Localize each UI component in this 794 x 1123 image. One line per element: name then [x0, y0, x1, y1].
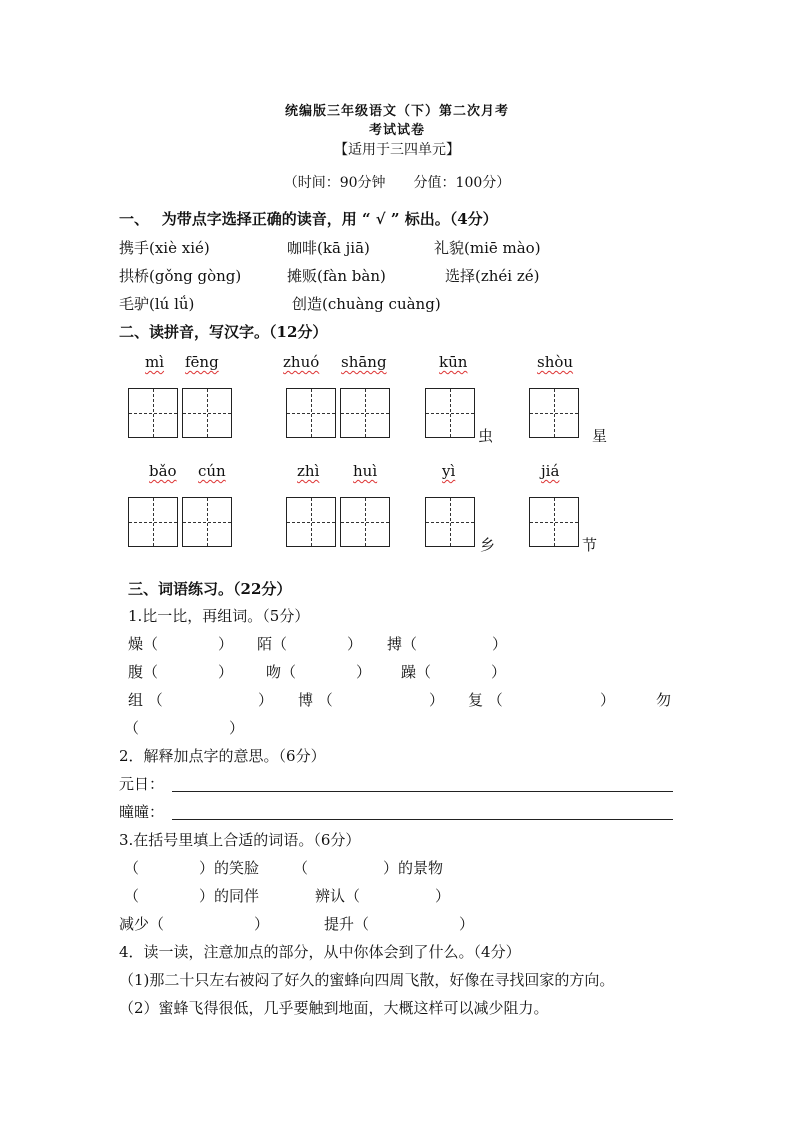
- q3-item: （ ）的同伴: [124, 887, 260, 905]
- pinyin-label: shāng: [341, 353, 387, 371]
- pinyin-label: bǎo: [149, 462, 177, 480]
- writing-grid[interactable]: [182, 388, 232, 438]
- q1-item: 陌（ ）: [257, 635, 363, 653]
- exam-title: 统编版三年级语文（下）第二次月考: [284, 104, 509, 119]
- pinyin-label: jiá: [541, 462, 560, 480]
- q1-item: （ ）: [124, 719, 245, 737]
- exam-scope: 【适用于三四单元】: [334, 142, 460, 158]
- pinyin-label: zhì: [297, 462, 320, 480]
- q1-item: 勿: [656, 691, 672, 709]
- answer-line[interactable]: [172, 791, 673, 792]
- writing-grid[interactable]: [425, 497, 475, 547]
- q1-item: 躁（ ）: [401, 663, 507, 681]
- q2-title: 2．解释加点字的意思。（6分）: [119, 747, 326, 765]
- pinyin-label: yì: [442, 462, 456, 480]
- writing-grid[interactable]: [340, 388, 390, 438]
- q1-item: 腹（ ）: [128, 663, 234, 681]
- pinyin-label: cún: [198, 462, 226, 480]
- suffix-char: 虫: [478, 427, 494, 445]
- q3-item: 辨认（ ）: [315, 887, 451, 905]
- reading-item: 咖啡(kā jiā): [287, 239, 370, 257]
- q1-item: 博 （: [298, 691, 333, 709]
- exam-subtitle: 考试试卷: [368, 123, 425, 138]
- pinyin-label: kūn: [439, 353, 468, 371]
- q4-title: 4．读一读，注意加点的部分，从中你体会到了什么。（4分）: [119, 943, 521, 961]
- writing-grid[interactable]: [128, 497, 178, 547]
- section3-heading: 三、词语练习。（22分）: [128, 580, 292, 598]
- q1-title: 1.比一比，再组词。（5分）: [128, 607, 310, 625]
- section1-heading: 一、 为带点字选择正确的读音，用 “ √ ” 标出。（4分）: [119, 210, 498, 228]
- q1-item: 燥（ ）: [128, 635, 234, 653]
- q1-item: 复 （: [468, 691, 503, 709]
- reading-item: 携手(xiè xié): [119, 239, 210, 257]
- q1-item: ）: [429, 691, 445, 709]
- q4-sentence: （2）蜜蜂飞得很低，几乎要触到地面，大概这样可以减少阻力。: [119, 999, 549, 1017]
- q4-sentence: （1)那二十只左右被闷了好久的蜜蜂向四周飞散，好像在寻找回家的方向。: [119, 971, 615, 989]
- q1-item: 吻（ ）: [266, 663, 372, 681]
- q1-item: ）: [258, 691, 274, 709]
- reading-item: 毛驴(lú lǘ): [119, 295, 195, 313]
- pinyin-label: mì: [145, 353, 165, 371]
- writing-grid[interactable]: [286, 388, 336, 438]
- q1-item: 组 （: [128, 691, 163, 709]
- pinyin-label: fēng: [185, 353, 219, 371]
- q2-label: 曈曈：: [119, 803, 165, 821]
- pinyin-label: huì: [353, 462, 378, 480]
- reading-item: 摊贩(fàn bàn): [287, 267, 386, 285]
- q1-item: 搏（ ）: [387, 635, 508, 653]
- reading-item: 选择(zhéi zé): [445, 267, 540, 285]
- q3-item: （ ）的笑脸: [124, 859, 260, 877]
- q1-item: ）: [600, 691, 616, 709]
- q3-item: 提升（ ）: [324, 915, 475, 933]
- writing-grid[interactable]: [286, 497, 336, 547]
- q2-label: 元日：: [119, 775, 165, 793]
- reading-item: 拱桥(gǒng gòng): [119, 267, 242, 285]
- writing-grid[interactable]: [425, 388, 475, 438]
- writing-grid[interactable]: [340, 497, 390, 547]
- writing-grid[interactable]: [182, 497, 232, 547]
- q3-item: 减少（ ）: [119, 915, 270, 933]
- section2-heading: 二、读拼音，写汉字。（12分）: [119, 323, 328, 341]
- suffix-char: 星: [592, 427, 608, 445]
- reading-item: 创造(chuàng cuàng): [292, 295, 441, 313]
- writing-grid[interactable]: [128, 388, 178, 438]
- q3-title: 3.在括号里填上合适的词语。（6分）: [119, 831, 361, 849]
- answer-line[interactable]: [172, 819, 673, 820]
- suffix-char: 乡: [480, 536, 496, 554]
- pinyin-label: shòu: [537, 353, 574, 371]
- pinyin-label: zhuó: [283, 353, 320, 371]
- time-score: （时间：90分钟 分值：100分）: [283, 175, 511, 191]
- writing-grid[interactable]: [529, 497, 579, 547]
- suffix-char: 节: [582, 536, 598, 554]
- q3-item: （ ）的景物: [293, 859, 444, 877]
- reading-item: 礼貌(miē mào): [434, 239, 541, 257]
- writing-grid[interactable]: [529, 388, 579, 438]
